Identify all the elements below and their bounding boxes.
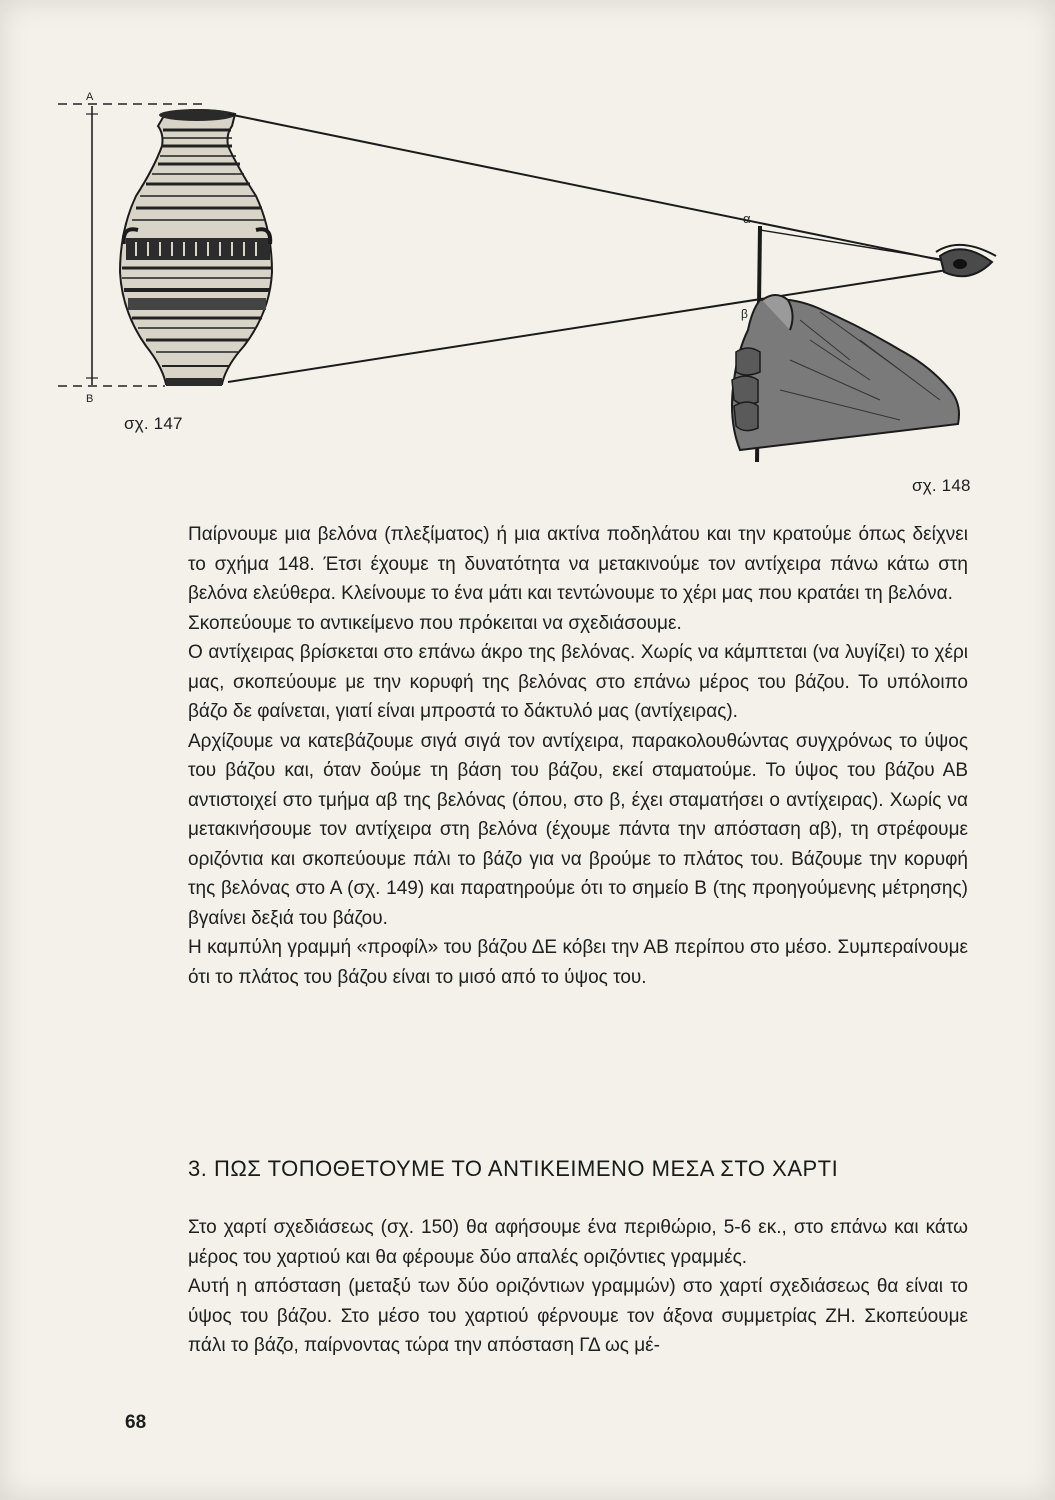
caption-figure-148: σχ. 148 <box>912 476 971 495</box>
paragraph: Σκοπεύουμε το αντικείμενο που πρόκειται να σχεδιάσουμε. <box>188 612 682 634</box>
page-number: 68 <box>125 1412 147 1433</box>
vase-drawing <box>120 109 272 386</box>
paragraph: Παίρνουμε μια βελόνα (πλεξίματος) ή μια ακτίνα ποδηλάτου και την κρατούμε όπως δείχνει το σχήμα 148. Έτσι έχουμε τη δυνατότητα να μετακινούμε τον αντίχειρα πάνω κάτω στη βελόνα ελεύθερα. Κλείνουμε το ένα μάτι και τεντώνουμε το χέρι μας που κρατάει τη βελόνα. <box>188 524 968 604</box>
sight-line-needle <box>760 230 958 262</box>
paragraph: Αρχίζουμε να κατεβάζουμε σιγά σιγά τον αντίχειρα, παρακολουθώντας συγχρόνως το ύψος του βάζου και, όταν δούμε τη βάση του βάζου, εκεί σταματούμε. Το ύψος του βάζου ΑΒ αντιστοιχεί στο τμήμα αβ της βελόνας (όπου, στο β, έχει σταματήσει ο αντίχειρας). Χωρίς να μετακινήσουμε τον αντίχειρα στη βελόνα (έχουμε πάντα την απόσταση αβ), τη στρέφουμε οριζόντια και σκοπεύουμε πάλι το βάζο για να βρούμε το πλάτος του. Βάζουμε την κορυφή της βελόνας στο Α (σχ. 149) και παρατηρούμε ότι το σημείο Β (της προηγούμενης μέτρησης) βγαίνει δεξιά του βάζου. <box>188 730 968 929</box>
body-text <box>188 520 968 992</box>
section-heading: 3. ΠΩΣ ΤΟΠΟΘΕΤΟΥΜΕ ΤΟ ΑΝΤΙΚΕΙΜΕΝΟ ΜΕΣΑ ΣΤΟ ΧΑΡΤΙ <box>188 1156 839 1181</box>
label-point-a: Α <box>86 91 94 103</box>
paragraph: Στο χαρτί σχεδιάσεως (σχ. 150) θα αφήσουμε ένα περιθώριο, 5-6 εκ., στο επάνω και κάτω μέρος του χαρτιού και θα φέρουμε δύο απαλές οριζόντιες γραμμές. <box>188 1217 968 1268</box>
eye-drawing <box>936 245 996 276</box>
paragraph: Ο αντίχειρας βρίσκεται στο επάνω άκρο της βελόνας. Χωρίς να κάμπτεται (να λυγίζει) το χέρι μας, σκοπεύουμε με την κορυφή της βελόνας στο επάνω μέρος του βάζου. Το υπόλοιπο βάζο δε φαίνεται, γιατί είναι μπροστά το δάκτυλό μας (αντίχειρας). <box>188 642 968 722</box>
label-point-b: Β <box>86 393 94 405</box>
caption-figure-147: σχ. 147 <box>124 414 183 433</box>
label-point-alpha: α <box>743 211 751 226</box>
section-body-text <box>188 1213 968 1361</box>
hand-drawing <box>732 295 959 450</box>
paragraph: Η καμπύλη γραμμή «προφίλ» του βάζου ΔΕ κόβει την ΑΒ περίπου στο μέσο. Συμπεραίνουμε ότι το πλάτος του βάζου είναι το μισό από το ύψος του. <box>188 937 968 988</box>
paragraph: Αυτή η απόσταση (μεταξύ των δύο οριζόντιων γραμμών) στο χαρτί σχεδιάσεως θα είναι το ύψος του βάζου. Στο μέσο του χαρτιού φέρνουμε τον άξονα συμμετρίας ΖΗ. Σκοπεύουμε πάλι το βάζο, παίρνοντας τώρα την απόσταση ΓΔ ως μέ- <box>188 1276 968 1356</box>
label-point-beta: β <box>741 307 748 321</box>
sight-line-top <box>228 114 960 264</box>
figure-147-148-illustration <box>0 0 1055 520</box>
